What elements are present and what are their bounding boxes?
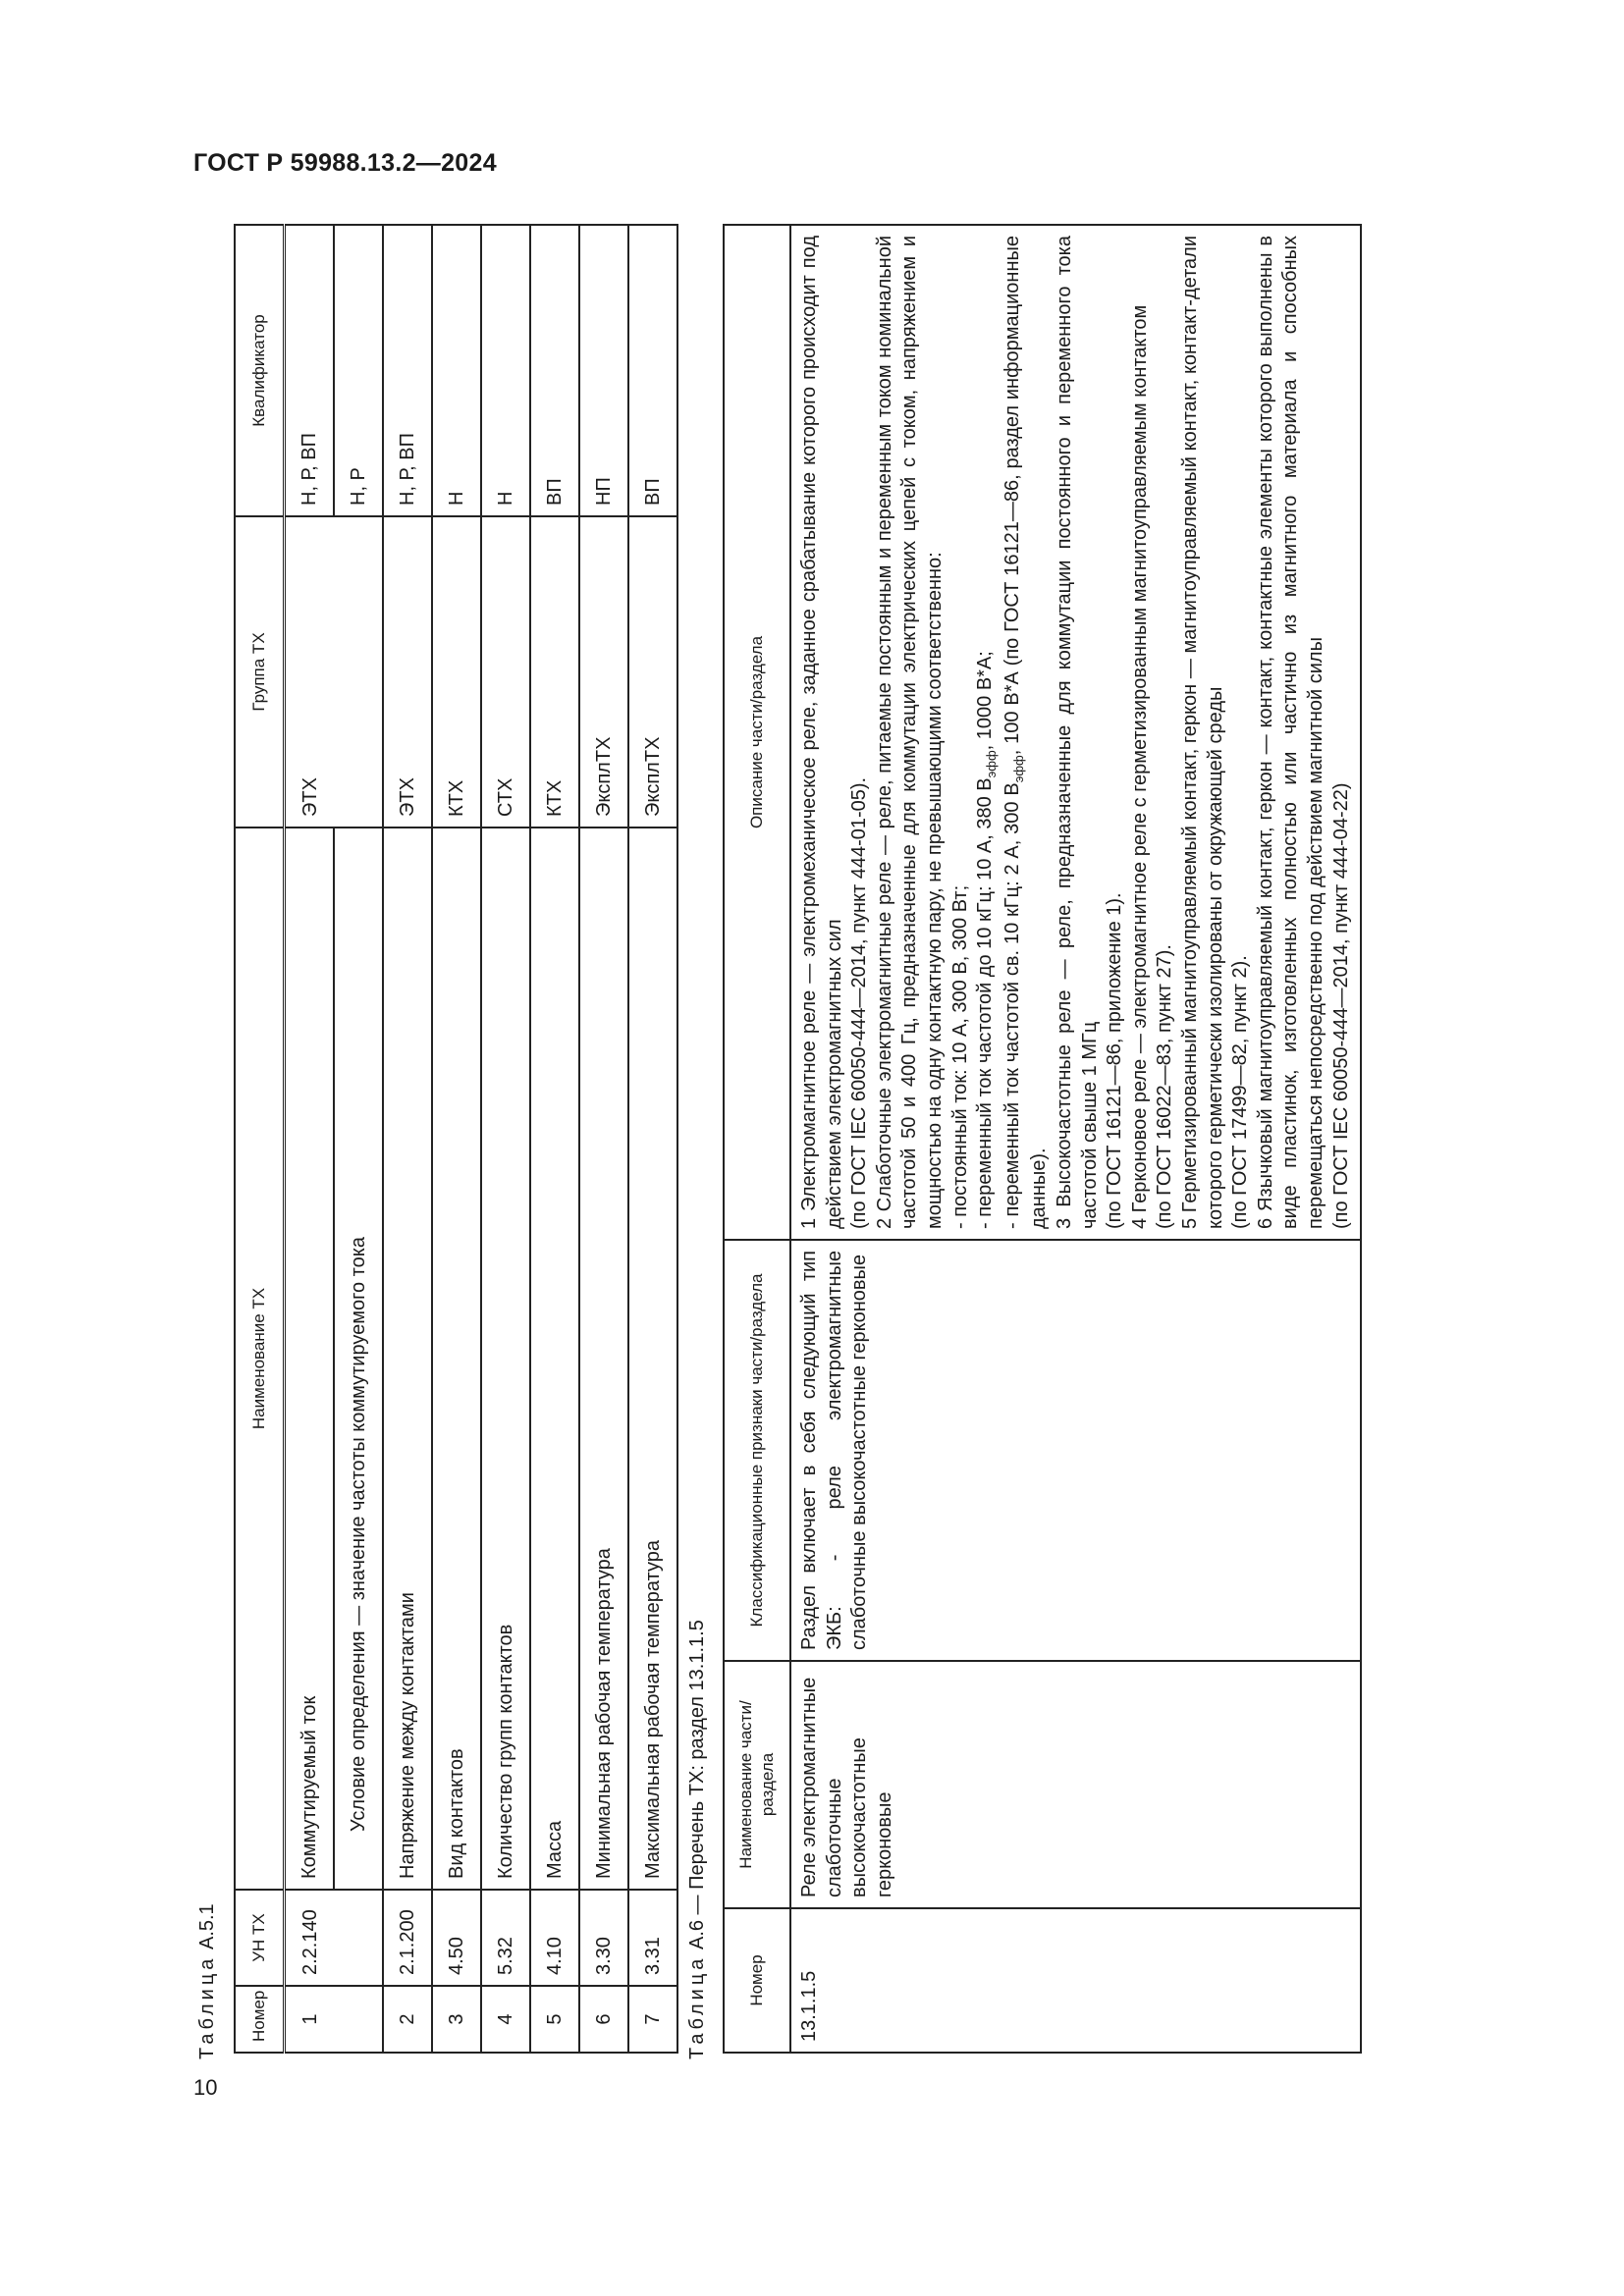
col-header-part-name: Наименование части/раздела bbox=[724, 1661, 790, 1908]
cell-group: СТХ bbox=[481, 516, 530, 828]
cell-name: Масса bbox=[530, 828, 579, 1890]
table-header-row bbox=[724, 225, 790, 2053]
cell-qualifier: Н bbox=[481, 225, 530, 516]
desc-line: (по ГОСТ 17499—82, пункт 2). bbox=[1229, 955, 1252, 1229]
col-header-group: Группа ТХ bbox=[235, 516, 285, 828]
cell-name: Условие определения — значение частоты коммутируемого тока bbox=[334, 828, 383, 1890]
cell-qualifier: Н bbox=[432, 225, 481, 516]
cell-number: 1 bbox=[285, 1986, 335, 2053]
cell-code: 4.50 bbox=[432, 1890, 481, 1986]
cell-features: Раздел включает в себя следующий тип ЭКБ: - реле электромагнитные слаботочные высокочастотные герконовые bbox=[790, 1240, 1361, 1661]
cell-number: 3 bbox=[432, 1986, 481, 2053]
desc-line: 5 Герметизированный магнитоуправляемый контакт, геркон — магнитоуправляемый контакт, контакт-детали которого герметически изолированы от окружающей среды bbox=[1178, 236, 1226, 1229]
cell-name: Коммутируемый ток bbox=[285, 828, 335, 1890]
cell-code: 4.10 bbox=[530, 1890, 579, 1986]
desc-line: - постоянный ток: 10 А, 300 В, 300 Вт; bbox=[948, 884, 971, 1229]
col-header-number: Номер bbox=[724, 1908, 790, 2053]
table-row bbox=[285, 225, 335, 2053]
rotated-content bbox=[185, 214, 1520, 2059]
cell-group: КТХ bbox=[530, 516, 579, 828]
table-row bbox=[334, 225, 383, 2053]
cell-part-name: Реле электромагнитные слаботочные высокочастотные герконовые bbox=[790, 1661, 1361, 1908]
table-row bbox=[790, 225, 1361, 2053]
cell-qualifier: НП bbox=[579, 225, 628, 516]
col-header-name: Наименование ТХ bbox=[235, 828, 285, 1890]
desc-line: - переменный ток частотой до 10 кГц: 10 А, 380 $В_{эфф}$, 1000 В*А; bbox=[974, 651, 1000, 1229]
document-code: ГОСТ Р 59988.13.2—2024 bbox=[193, 149, 497, 177]
cell-group: ЭксплТХ bbox=[628, 516, 677, 828]
cell-qualifier: Н, Р, ВП bbox=[383, 225, 432, 516]
page-number: 10 bbox=[193, 2075, 218, 2100]
cell-group: ЭксплТХ bbox=[579, 516, 628, 828]
cell-description bbox=[790, 225, 1361, 1240]
table-row bbox=[579, 225, 628, 2053]
desc-line: (по ГОСТ IEC 60050-444—2014, пункт 444-01-05). bbox=[848, 776, 871, 1229]
desc-line: (по ГОСТ IEC 60050-444—2014, пункт 444-04-22) bbox=[1329, 782, 1352, 1229]
table-row bbox=[481, 225, 530, 2053]
cell-group: ЭТХ bbox=[285, 516, 335, 828]
desc-line: 3 Высокочастотные реле — реле, предназначенные для коммутации постоянного и переменного тока частотой свыше 1 МГц bbox=[1054, 236, 1101, 1229]
cell-group bbox=[334, 516, 383, 828]
cell-number bbox=[334, 1986, 383, 2053]
desc-line: (по ГОСТ 16121—86, приложение 1). bbox=[1104, 892, 1126, 1229]
desc-line: 1 Электромагнитное реле — электромеханическое реле, заданное срабатывание которого происходит под действием электромагнитных сил bbox=[798, 236, 845, 1229]
cell-number: 2 bbox=[383, 1986, 432, 2053]
col-header-code: УН ТХ bbox=[235, 1890, 285, 1986]
cell-name: Напряжение между контактами bbox=[383, 828, 432, 1890]
cell-code bbox=[334, 1890, 383, 1986]
cell-qualifier: Н, Р, ВП bbox=[285, 225, 335, 516]
table-a51 bbox=[234, 224, 678, 2054]
cell-number: 6 bbox=[579, 1986, 628, 2053]
table-a51-caption: Таблица А.5.1 bbox=[196, 1903, 218, 2059]
cell-code: 2.2.140 bbox=[285, 1890, 335, 1986]
cell-qualifier: ВП bbox=[628, 225, 677, 516]
desc-line: 2 Слаботочные электромагнитные реле — реле, питаемые постоянным и переменным током номинальной частотой 50 и 400 Гц, предназначенные для коммутации электрических цепей с током, напряжением и мощностью на одну контактную пару, не превышающими соответственно: bbox=[873, 236, 946, 1229]
cell-group: КТХ bbox=[432, 516, 481, 828]
table-header-row bbox=[235, 225, 285, 2053]
desc-line: (по ГОСТ 16022—83, пункт 27). bbox=[1154, 944, 1176, 1229]
cell-name: Минимальная рабочая температура bbox=[579, 828, 628, 1890]
col-header-qualifier: Квалификатор bbox=[235, 225, 285, 516]
col-header-features: Классификационные признаки части/раздела bbox=[724, 1240, 790, 1661]
cell-qualifier: ВП bbox=[530, 225, 579, 516]
desc-line: 6 Язычковый магнитоуправляемый контакт, геркон — контакт, контактные элементы которого выполнены в виде пластинок, изготовленных полностью или частично из магнитного материала и способных перемещаться непосредственно под действием магнитной силы bbox=[1254, 236, 1326, 1229]
cell-code: 3.30 bbox=[579, 1890, 628, 1986]
cell-name: Максимальная рабочая температура bbox=[628, 828, 677, 1890]
table-row bbox=[383, 225, 432, 2053]
cell-code: 2.1.200 bbox=[383, 1890, 432, 1986]
cell-qualifier: Н, Р bbox=[334, 225, 383, 516]
table-row bbox=[530, 225, 579, 2053]
desc-line: 4 Герконовое реле — электромагнитное реле с герметизированным магнитоуправляемым контактом bbox=[1128, 304, 1151, 1229]
cell-code: 5.32 bbox=[481, 1890, 530, 1986]
table-a6-caption: Таблица А.6 — Перечень ТХ: раздел 13.1.1.5 bbox=[686, 1620, 708, 2059]
col-header-description: Описание части/раздела bbox=[724, 225, 790, 1240]
cell-name: Вид контактов bbox=[432, 828, 481, 1890]
table-row bbox=[628, 225, 677, 2053]
cell-number: 7 bbox=[628, 1986, 677, 2053]
table-row bbox=[432, 225, 481, 2053]
cell-number: 5 bbox=[530, 1986, 579, 2053]
cell-group: ЭТХ bbox=[383, 516, 432, 828]
cell-number: 4 bbox=[481, 1986, 530, 2053]
desc-line: - переменный ток частотой св. 10 кГц: 2 А, 300 $В_{эфф}$, 100 В*А (по ГОСТ 16121—86, раздел информационные данные). bbox=[1001, 236, 1051, 1229]
table-a6 bbox=[723, 224, 1362, 2054]
cell-code: 3.31 bbox=[628, 1890, 677, 1986]
cell-name: Количество групп контактов bbox=[481, 828, 530, 1890]
col-header-number: Номер bbox=[235, 1986, 285, 2053]
cell-number: 13.1.1.5 bbox=[790, 1908, 1361, 2053]
